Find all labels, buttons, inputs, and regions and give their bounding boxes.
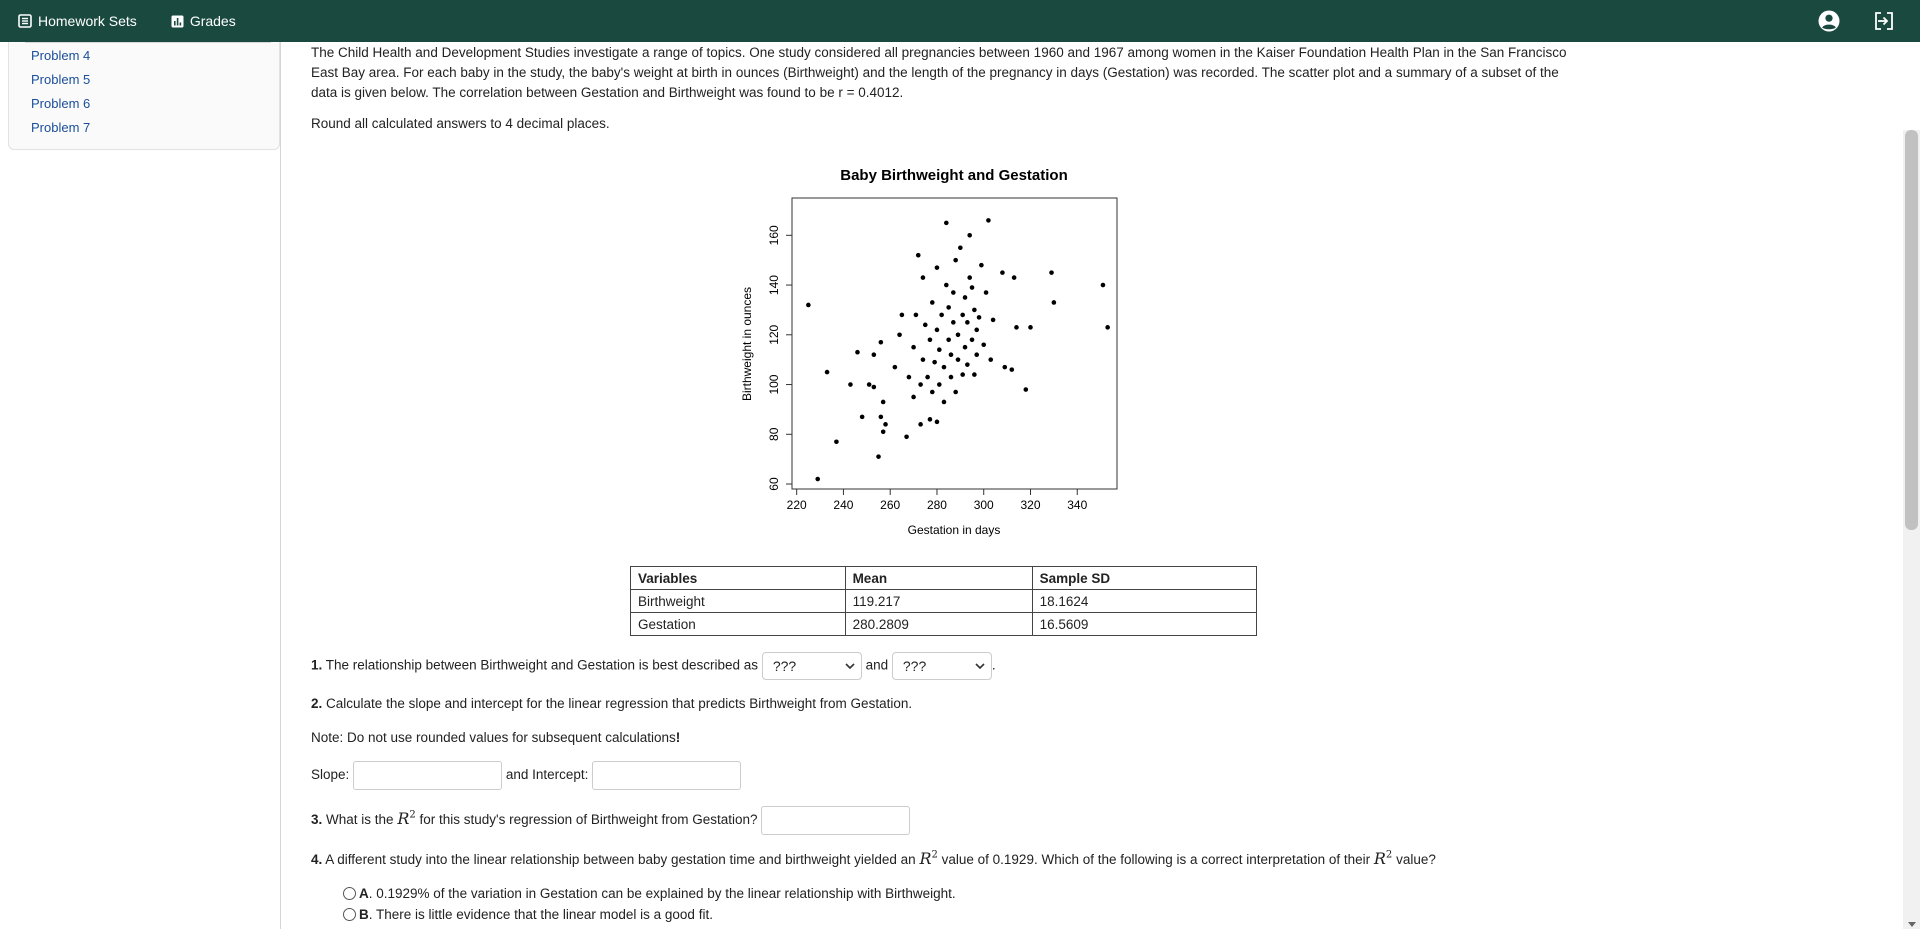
data-point [879,340,884,345]
data-point [883,422,888,427]
data-point [967,233,972,238]
data-point [972,308,977,313]
data-point [881,429,886,434]
slope-input[interactable] [353,761,502,790]
data-point [965,320,970,325]
sidebar-item-problem-7[interactable]: Problem 7 [31,120,91,135]
option-b[interactable] [343,907,713,922]
data-point [1014,325,1019,330]
data-point [1052,300,1057,305]
data-point [1049,270,1054,275]
data-point [815,477,820,482]
x-tick-label: 300 [973,498,994,512]
data-point [860,415,865,420]
table-cell: Birthweight [631,590,846,613]
slope-label: Slope: [311,767,350,783]
x-axis [787,489,1088,512]
y-tick-label: 60 [767,477,781,491]
rounding-instruction: Round all calculated answers to 4 decimal places. [311,116,610,131]
data-point [935,265,940,270]
question-1-text: The relationship between Birthweight and Gestation is best described as [325,657,759,673]
data-point [900,313,905,318]
column-header: Sample SD [1032,567,1256,590]
y-tick-label: 100 [767,374,781,395]
data-point [953,258,958,263]
problem-list-panel [8,42,280,150]
data-point [937,347,942,352]
data-point [825,370,830,375]
chart-title: Baby Birthweight and Gestation [840,167,1068,184]
data-point [872,352,877,357]
option-text: . 0.1929% of the variation in Gestation can be explained by the linear relationship with Birthweight. [368,886,956,901]
question-number: 3. [311,812,323,828]
top-navbar [0,0,1920,42]
question-number: 4. [311,852,323,867]
chevron-down-icon [975,663,985,669]
data-point [1028,325,1033,330]
question-3-text-post: for this study's regression of Birthweight from Gestation? [419,812,758,828]
question-3-text-pre: What is the [326,812,394,828]
data-point [991,318,996,323]
select-value: ??? [772,658,797,674]
intercept-label: and Intercept: [505,767,589,783]
column-header: Variables [631,567,846,590]
data-point [958,245,963,250]
data-point [879,415,884,420]
question-4-text-mid: value of 0.1929. Which of the following is a correct interpretation of their [941,852,1371,867]
data-point [918,422,923,427]
data-point [867,382,872,387]
question-4 [311,849,1436,868]
data-point [944,221,949,226]
data-point [935,420,940,425]
r-squared-symbol: $R^2$ [919,849,938,868]
data-point [963,345,968,350]
table-header-row [631,567,1257,590]
data-point [834,439,839,444]
bar-chart-icon [171,15,184,28]
table-cell: 119.217 [845,590,1032,613]
nav-right-group [1818,0,1894,42]
data-point [881,400,886,405]
intercept-input[interactable] [592,761,741,790]
y-tick-label: 160 [767,225,781,246]
data-point [963,295,968,300]
data-point [967,275,972,280]
data-point [916,253,921,258]
data-point [855,350,860,355]
sidebar-item-problem-5[interactable]: Problem 5 [31,72,91,87]
select-value: ??? [902,658,927,674]
radio-button[interactable] [343,887,356,900]
x-tick-label: 340 [1067,498,1088,512]
y-axis-label: Birthweight in ounces [740,286,754,402]
scatter-plot [740,162,1120,542]
data-point [970,285,975,290]
scrollbar-thumb[interactable] [1905,130,1918,530]
data-point [949,375,954,380]
x-axis-label: Gestation in days [907,523,1001,537]
r-squared-symbol: $R^2$ [397,809,416,829]
data-point [921,275,926,280]
data-point [942,400,947,405]
data-point [974,328,979,333]
question-2-text: Calculate the slope and intercept for the linear regression that predicts Birthweight from Gestation. [326,696,913,711]
x-tick-label: 260 [880,498,901,512]
data-point [914,313,919,318]
data-point [984,290,989,295]
scroll-down-arrow-icon[interactable] [1908,922,1916,927]
column-header: Mean [845,567,1032,590]
sign-out-icon[interactable] [1874,12,1894,30]
nav-grades-label: Grades [189,13,236,29]
option-a[interactable] [343,886,956,901]
r-squared-input[interactable] [761,806,910,835]
nav-homework-sets[interactable] [18,13,137,29]
data-point [921,357,926,362]
x-tick-label: 280 [926,498,947,512]
data-point [981,342,986,347]
data-point [930,390,935,395]
data-points [806,218,1110,481]
data-point [1024,387,1029,392]
y-tick-label: 80 [767,427,781,441]
data-point [1000,270,1005,275]
data-point [942,365,947,370]
data-point [986,218,991,223]
table-cell: 18.1624 [1032,590,1256,613]
data-point [925,375,930,380]
data-point [1012,275,1017,280]
summary-table [630,566,1257,636]
option-text: . There is little evidence that the linear model is a good fit. [368,907,713,922]
note-exclamation: ! [675,730,681,745]
data-point [806,303,811,308]
question-number: 1. [311,657,323,673]
data-point [970,337,975,342]
x-tick-label: 240 [833,498,854,512]
data-point [977,315,982,320]
data-point [949,352,954,357]
sidebar-item-problem-6[interactable]: Problem 6 [31,96,91,111]
panel-divider [25,42,271,43]
data-point [872,385,877,390]
plot-frame [792,198,1117,489]
data-point [907,375,912,380]
data-point [1101,283,1106,288]
chevron-down-icon [845,663,855,669]
data-point [935,328,940,333]
y-tick-label: 140 [767,275,781,296]
question-4-text-post: value? [1396,852,1436,867]
question-1: 1. The relationship between Birthweight and Gestation is best described as ??? and ??? . [311,652,996,680]
data-point [1009,367,1014,372]
data-point [956,357,961,362]
table-row [631,613,1257,636]
data-point [939,313,944,318]
question-number: 2. [311,696,323,711]
data-point [960,313,965,318]
data-point [944,283,949,288]
table-row [631,590,1257,613]
data-point [911,345,916,350]
data-point [951,290,956,295]
question-2 [311,696,912,711]
data-point [928,417,933,422]
user-account-icon[interactable] [1818,10,1840,32]
data-point [932,360,937,365]
relationship-select-2[interactable] [892,652,992,680]
data-point [965,362,970,367]
y-tick-label: 120 [767,324,781,345]
table-cell: 280.2809 [845,613,1032,636]
sidebar-item-problem-4[interactable]: Problem 4 [31,48,91,63]
data-point [904,434,909,439]
data-point [988,357,993,362]
question-4-text-pre: A different study into the linear relationship between baby gestation time and birthweight yielded an [325,852,916,867]
relationship-select-1[interactable] [762,652,862,680]
data-point [1105,325,1110,330]
option-letter: A [359,886,369,901]
data-point [946,337,951,342]
data-point [946,305,951,310]
data-point [979,263,984,268]
data-point [897,332,902,337]
data-point [960,372,965,377]
data-point [923,323,928,328]
note-text: Note: Do not use rounded values for subsequent calculations [311,730,676,745]
data-point [876,454,881,459]
data-point [953,390,958,395]
table-cell: 16.5609 [1032,613,1256,636]
data-point [972,372,977,377]
nav-grades[interactable] [171,13,236,29]
radio-button[interactable] [343,908,356,921]
data-point [974,352,979,357]
r-squared-symbol: $R^2$ [1373,849,1393,868]
y-axis [767,225,792,491]
data-point [951,320,956,325]
data-point [848,382,853,387]
data-point [956,332,961,337]
and-text: and [865,657,889,673]
x-tick-label: 220 [786,498,807,512]
nav-homework-sets-label: Homework Sets [38,13,137,29]
data-point [1002,365,1007,370]
book-list-icon [18,14,32,28]
data-point [911,395,916,400]
data-point [928,337,933,342]
data-point [930,300,935,305]
calculation-note [311,730,680,745]
slope-intercept-row [311,761,741,790]
data-point [893,365,898,370]
problem-intro: The Child Health and Development Studies investigate a range of topics. One study considered all pregnancies between 1960 and 1967 among women in the Kaiser Foundation Health Plan in the San Francisco East Bay area. For each baby in the study, the baby's weight at birth in ounces (Birthweight) and the length of the pregnancy in days (Gestation) was recorded. The scatter plot and a summary of a subset of the data is given below. The correlation between Gestation and Birthweight was found to be r = 0.4012. [311,45,1567,100]
question-3 [311,806,910,835]
x-tick-label: 320 [1020,498,1041,512]
data-point [937,382,942,387]
data-point [918,382,923,387]
table-cell: Gestation [631,613,846,636]
option-letter: B [359,907,369,922]
sidebar-divider [280,42,281,929]
